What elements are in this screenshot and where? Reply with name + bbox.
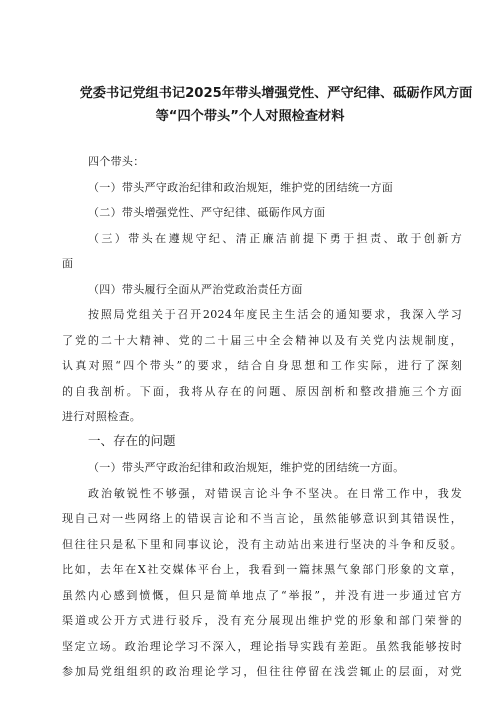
list-item-continuation: 面 xyxy=(62,257,74,270)
paragraph-line: 政治敏锐性不够强，对错误言论斗争不坚决。在日常工作中，我发 xyxy=(88,487,462,500)
list-item: （二）带头增强党性、严守纪律、砥砺作风方面 xyxy=(88,206,326,219)
list-item: （三）带头在遵规守纪、清正廉洁前提下勇于担责、敢于创新方 xyxy=(88,232,462,245)
paragraph-line: 坚定立场。政治理论学习不深入，理论指导实践有差距。虽然我能够按时 xyxy=(62,640,462,653)
paragraph-line: 按照局党组关于召开2024年度民主生活会的通知要求，我深入学习 xyxy=(88,308,462,321)
paragraph-line: 进行对照检查。 xyxy=(62,410,142,423)
paragraph-line: 了党的二十大精神、党的二十届三中全会精神以及有关党内法规制度， xyxy=(62,334,462,347)
list-item: （四）带头履行全面从严治党政治责任方面 xyxy=(88,283,303,296)
paragraph-line: 参加局党组组织的政治理论学习，但往往停留在浅尝辄止的层面，对党 xyxy=(62,665,462,678)
paragraph-line: 渠道或公开方式进行驳斥，没有充分展现出维护党的形象和部门荣誉的 xyxy=(62,614,462,627)
paragraph-line: 虽然内心感到愤慨，但只是简单地点了“举报”，并没有进一步通过官方 xyxy=(62,589,462,602)
subsection-heading: （一）带头严守政治纪律和政治规矩，维护党的团结统一方面。 xyxy=(88,461,405,474)
paragraph-line: 现自己对一些网络上的错误言论和不当言论，虽然能够意识到其错误性， xyxy=(62,512,462,525)
paragraph-line: 比如，去年在X社交媒体平台上，我看到一篇抹黑气象部门形象的文章， xyxy=(62,563,462,576)
paragraph-line: 的自我剖析。下面，我将从存在的问题、原因剖析和整改措施三个方面 xyxy=(62,385,462,398)
section-heading: 一、存在的问题 xyxy=(88,433,176,448)
paragraph-line: 认真对照“四个带头”的要求，结合自身思想和工作实际，进行了深刻 xyxy=(62,359,462,372)
document-title-line-1: 党委书记党组书记2025年带头增强党性、严守纪律、砥砺作风方面 xyxy=(79,86,473,101)
intro-label: 四个带头： xyxy=(88,155,145,168)
list-item: （一）带头严守政治纪律和政治规矩，维护党的团结统一方面 xyxy=(88,181,394,194)
paragraph-line: 但往往只是私下里和同事议论，没有主动站出来进行坚决的斗争和反驳。 xyxy=(62,538,462,551)
document-title-line-2: 等“四个带头”个人对照检查材料 xyxy=(155,109,345,124)
